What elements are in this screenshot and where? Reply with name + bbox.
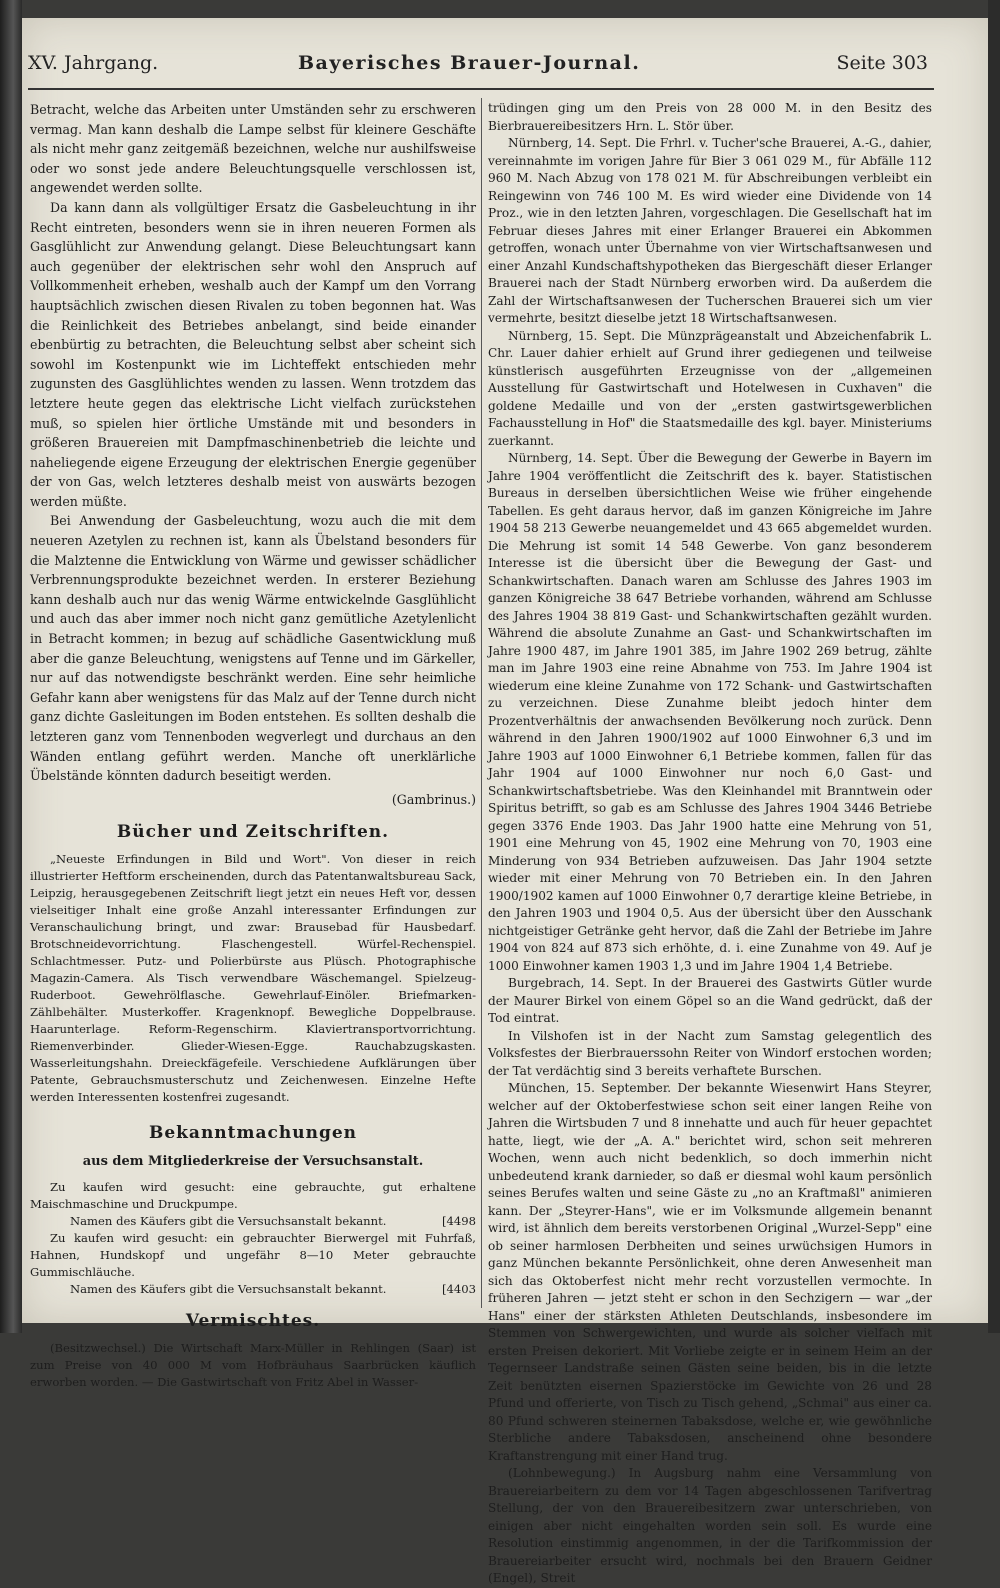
page-edge: [988, 0, 1000, 1333]
right-column: [488, 100, 932, 1588]
article-source: (Gambrinus.): [391, 791, 476, 807]
volume-label: XV. Jahrgang.: [28, 52, 159, 74]
ad-number: [4498: [441, 1214, 476, 1229]
ad-footer: [30, 1213, 476, 1230]
paragraph: trüdingen ging um den Preis von 28 000 M. in den Besitz des Bierbrauereibesitzers Hrn. L. Stör über.: [488, 101, 932, 133]
header-rule: [28, 88, 934, 90]
book-binding: [0, 0, 22, 1333]
paragraph: „Neueste Erfindungen in Bild und Wort". Von dieser in reich illustrierter Heftform erscheinenden, durch das Patentanwaltsbureau Sack, Leipzig, herausgegebenen Zeitschrift liegt jetzt ein neues Heft vor, dessen vielseitiger Inhalt eine große Anzahl interessanter Erfindungen zur Veranschaulichung bringt, und zwar: Brausebad für Hausbedarf. Brotschneidevorrichtung. Flaschengestell. Würfel-Rechenspiel. Schlachtmesser. Putz- und Polierbürste aus Plüsch. Photographische Magazin-Camera. Als Tisch verwendbare Wäschemangel. Spielzeug-Ruderboot. Gewehrölflasche. Gewehrlauf-Einöler. Briefmarken-Zählbehälter. Musterkoffer. Kragenknopf. Bewegliche Doppelbrause. Haarunterlage. Reform-Regenschirm. Klaviertransportvorrichtung. Riemenverbinder. Glieder-Wiesen-Egge. Rauchabzugskasten. Wasserleitungshahn. Dreieckfägefeile. Verschiedene Aufklärungen über Patente, Gebrauchsmusterschutz und Zeichenwesen. Einzelne Hefte werden Interessenten kostenfrei zugesandt.: [30, 851, 476, 1104]
section-heading-misc: Vermischtes.: [185, 1311, 321, 1332]
page-number: Seite 303: [836, 52, 928, 74]
news-item: In Vilshofen ist in der Nacht zum Samstag gelegentlich des Volksfestes der Bierbrauerssohn Reiter von Windorf erstochen worden; der Tat verdächtig sind 3 bereits verhaftete Burschen.: [488, 1028, 932, 1078]
ad-note: Namen des Käufers gibt die Versuchsanstalt bekannt.: [70, 1214, 387, 1229]
left-column: [30, 100, 476, 1391]
news-item: (Lohnbewegung.) In Augsburg nahm eine Versammlung von Brauereiarbeitern zu dem vor 14 Tagen abgeschlossenen Tarifvertrag Stellung, der von den Brauereibesitzern zwar unterschrieben, von einigen aber nicht eingehalten worden sein soll. Es wurde eine Resolution einstimmig angenommen, in der die Tarifkommission der Brauereiarbeiter ersucht wird, nochmals bei den Brauern Geidner (Engel), Streit: [488, 1466, 932, 1585]
paragraph: Da kann dann als vollgültiger Ersatz die Gasbeleuchtung in ihr Recht eintreten, besonders wenn sie in ihren neueren Formen als Gasglühlicht zur Anwendung gelangt. Diese Beleuchtungsart kann auch gegenüber der elektrischen sehr wohl den Anspruch auf Vollkommenheit erheben, weshalb auch der Kampf um den Vorrang hauptsächlich zwischen diesen Rivalen zu toben begonnen hat. Was die Reinlichkeit des Betriebes anbelangt, sind beide einander ebenbürtig zu betrachten, die Beleuchtung selbst aber scheint sich sowohl im Kostenpunkt wie im Lichteffekt entschieden mehr zugunsten des Gasglühlichtes wenden zu lassen. Wenn trotzdem das letztere heute gegen das elektrische Licht vielfach zurückstehen muß, so spielen hier örtliche Umstände mit und besonders in größeren Brauereien mit Dampfmaschinenbetrieb die leichte und naheliegende eigene Erzeugung der elektrischen Energie gegenüber der von Gas, welch letzteres deshalb meist von auswärts bezogen werden müßte.: [30, 199, 476, 509]
news-item: Nürnberg, 15. Sept. Die Münzprägeanstalt und Abzeichenfabrik L. Chr. Lauer dahier erhielt auf Grund ihrer gediegenen und teilweise künstlerisch ausgeführten Erzeugnisse von der „allgemeinen Ausstellung für Gastwirtschaft und Hotelwesen in Cuxhaven" die goldene Medaille und von der „ersten gastwirtsgewerblichen Fachausstellung in Hof" die Staatsmedaille des kgl. bayer. Ministeriums zuerkannt.: [488, 328, 932, 448]
section-heading-announcements: Bekanntmachungen: [148, 1122, 358, 1143]
ad-footer: [30, 1281, 476, 1298]
news-item: Nürnberg, 14. Sept. Die Frhrl. v. Tucher'sche Brauerei, A.-G., dahier, vereinnahmte im vorigen Jahre für Bier 3 061 029 M., für Abfälle 112 960 M. Nach Abzug von 178 021 M. für Abschreibungen verbleibt ein Reingewinn von 746 100 M. Es wird wieder eine Dividende von 14 Proz., wie in den letzten Jahren, vorgeschlagen. Die Gesellschaft hat im Februar dieses Jahres mit einer Erlanger Brauerei ein Abkommen getroffen, wonach unter Übernahme von vier Wirtschaftsanwesen und einer Anzahl Kundschaftshypotheken das Biergeschäft dieser Erlanger Brauerei nach der Stadt Nürnberg erworben wird. Da außerdem die Zahl der Wirtschaftsanwesen der Tucherschen Brauerei sich um vier vermehrte, besitzt dieselbe jetzt 18 Wirtschaftsanwesen.: [488, 136, 932, 325]
classified-ad: Zu kaufen wird gesucht: ein gebrauchter Bierwergel mit Fuhrfaß, Hahnen, Hundskopf und ungefähr 8—10 Meter gebrauchte Gummischläuche.: [30, 1231, 476, 1280]
paragraph: Bei Anwendung der Gasbeleuchtung, wozu auch die mit dem neueren Azetylen zu rechnen ist, kann als Übelstand besonders für die Malztenne die Entwicklung von Wärme und gewisser schädlicher Verbrennungsprodukte bezeichnet werden. In ersterer Beziehung kann deshalb auch nur das wenig Wärme entwickelnde Gasglühlicht und auch das aber immer noch nicht ganz gemütliche Azetylenlicht in Betracht kommen; in bezug auf schädliche Gasentwicklung muß aber die ganze Beleuchtung, wenigstens auf Tenne und im Gärkeller, nur auf das notwendigste beschränkt werden. Eine sehr heimliche Gefahr kann aber wenigstens für das Malz auf der Tenne durch nicht ganz dichte Gasleitungen im Boden entstehen. Es sollten deshalb die letzteren ganz vom Tennenboden wegverlegt und durchaus an den Wänden entlang geführt werden. Manche oft unerklärliche Übelstände könnten dadurch beseitigt werden.: [30, 513, 476, 784]
news-item: Burgebrach, 14. Sept. In der Brauerei des Gastwirts Gütler wurde der Maurer Birkel von einem Göpel so an die Wand gedrückt, daß der Tod eintrat.: [488, 976, 932, 1025]
section-subheading: aus dem Mitgliederkreise der Versuchsanstalt.: [82, 1153, 424, 1169]
journal-title: Bayerisches Brauer-Journal.: [298, 52, 641, 74]
news-item: München, 15. September. Der bekannte Wiesenwirt Hans Steyrer, welcher auf der Oktoberfestwiese schon seit einer langen Reihe von Jahren die Wirtsbuden 7 und 8 innehatte und auch für heuer gepachtet hatte, liegt, wie der „A. A." berichtet wird, schon seit mehreren Wochen, wenn auch nicht bedenklich, so doch immerhin nicht unbedeutend krank darnieder, so daß er diesmal wohl kaum persönlich seines Berufes walten und seine Gäste zu „no an Kraftmaßl" animieren kann. Der „Steyrer-Hans", wie er im Volksmunde allgemein benannt wird, ist ähnlich dem bereits verstorbenen Original „Wurzel-Sepp" eine ob seiner harmlosen Derbheiten und seines urwüchsigen Humors in ganz München bekannte Persönlichkeit, ohne deren Anwesenheit man sich das Oktoberfest nicht mehr recht vorzustellen vermochte. In früheren Jahren — jetzt steht er schon in den Sechzigern — war „der Hans" einer der stärksten Athleten Deutschlands, insbesondere im Stemmen von Schwergewichten, und wurde als solcher vielfach mit ersten Preisen dekoriert. Mit Vorliebe zeigte er in seinem Heim an der Tegernseer Landstraße seinen Gästen seine beiden, bis in die letzte Zeit benützten eisernen Spazierstöcke im Gewichte von 26 und 28 Pfund und offerierte, von Tisch zu Tisch gehend, „Schmai" aus einer ca. 80 Pfund schweren steinernen Tabaksdose, welche er, wie gewöhnliche Sterbliche andere Tabaksdosen, anscheinend ohne besondere Kraftanstrengung mit einer Hand trug.: [488, 1081, 932, 1463]
classified-ad: Zu kaufen wird gesucht: eine gebrauchte, gut erhaltene Maischmaschine und Druckpumpe.: [30, 1180, 476, 1212]
paragraph: (Besitzwechsel.) Die Wirtschaft Marx-Müller in Rehlingen (Saar) ist zum Preise von 40 000 M vom Hofbräuhaus Saarbrücken käuflich erworben worden. — Die Gastwirtschaft von Fritz Abel in Wasser-: [30, 1340, 476, 1389]
paragraph: Betracht, welche das Arbeiten unter Umständen sehr zu erschweren vermag. Man kann deshalb die Lampe selbst für kleinere Geschäfte als nicht mehr ganz zeitgemäß bezeichnen, welche nur aushilfsweise oder wo sonst jede andere Beleuchtungsquelle verschlossen ist, angewendet werden sollte.: [30, 102, 476, 196]
column-divider: [481, 98, 482, 1308]
section-heading-books: Bücher und Zeitschriften.: [116, 822, 390, 843]
news-item: Nürnberg, 14. Sept. Über die Bewegung der Gewerbe in Bayern im Jahre 1904 veröffentlicht die Zeitschrift des k. bayer. Statistischen Bureaus in derselben übersichtlichen Weise wie früher eingehende Tabellen. Es geht daraus hervor, daß im ganzen Königreiche im Jahre 1904 58 213 Gewerbe neuangemeldet und 43 665 abgemeldet wurden. Die Mehrung ist somit 14 548 Gewerbe. Von ganz besonderem Interesse ist die übersicht über die Bewegung der Gast- und Schankwirtschaften. Danach waren am Schlusse des Jahres 1903 im ganzen Königreiche 38 647 Betriebe vorhanden, während am Schlusse des Jahres 1904 38 819 Gast- und Schankwirtschaften gezählt wurden. Während die absolute Zunahme an Gast- und Schankwirtschaften im Jahre 1900 487, im Jahre 1901 385, im Jahre 1902 269 betrug, zählte man im Jahre 1903 eine reine Abnahme von 753. Im Jahre 1904 ist wiederum eine kleine Zunahme von 172 Schank- und Gastwirtschaften zu verzeichnen. Diese Zunahme bleibt jedoch hinter dem Prozentverhältnis der anwachsenden Bevölkerung noch zurück. Denn während in den Jahren 1900/1902 auf 1000 Einwohner 6,3 und im Jahre 1903 auf 1000 Einwohner 6,1 Betriebe kommen, fallen für das Jahr 1904 auf 1000 Einwohner nur noch 6,0 Gast- und Schankwirtschaftsbetriebe. Was den Kleinhandel mit Branntwein oder Spiritus betrifft, so gab es am Schlusse des Jahres 1904 3446 Betriebe gegen 3376 Ende 1903. Das Jahr 1900 hatte eine Mehrung von 51, 1901 eine Mehrung von 45, 1902 eine Mehrung von 70, 1903 eine Minderung von 934 Betrieben aufzuweisen. Das Jahr 1904 setzte wieder mit einer Mehrung von 70 Betrieben ein. In den Jahren 1900/1902 kamen auf 1000 Einwohner 0,7 derartige kleine Betriebe, in den Jahren 1903 und 1904 0,5. Aus der übersicht über den Ausschank nichtgeistiger Getränke geht hervor, daß die Zahl der Betriebe im Jahre 1904 von 824 auf 873 sich erhöhte, d. i. eine Zunahme von 49. Auf je 1000 Einwohner kamen 1903 1,3 und im Jahre 1904 1,4 Betriebe.: [488, 451, 932, 973]
ad-number: [4403: [441, 1282, 476, 1297]
ad-note: Namen des Käufers gibt die Versuchsanstalt bekannt.: [70, 1282, 387, 1297]
